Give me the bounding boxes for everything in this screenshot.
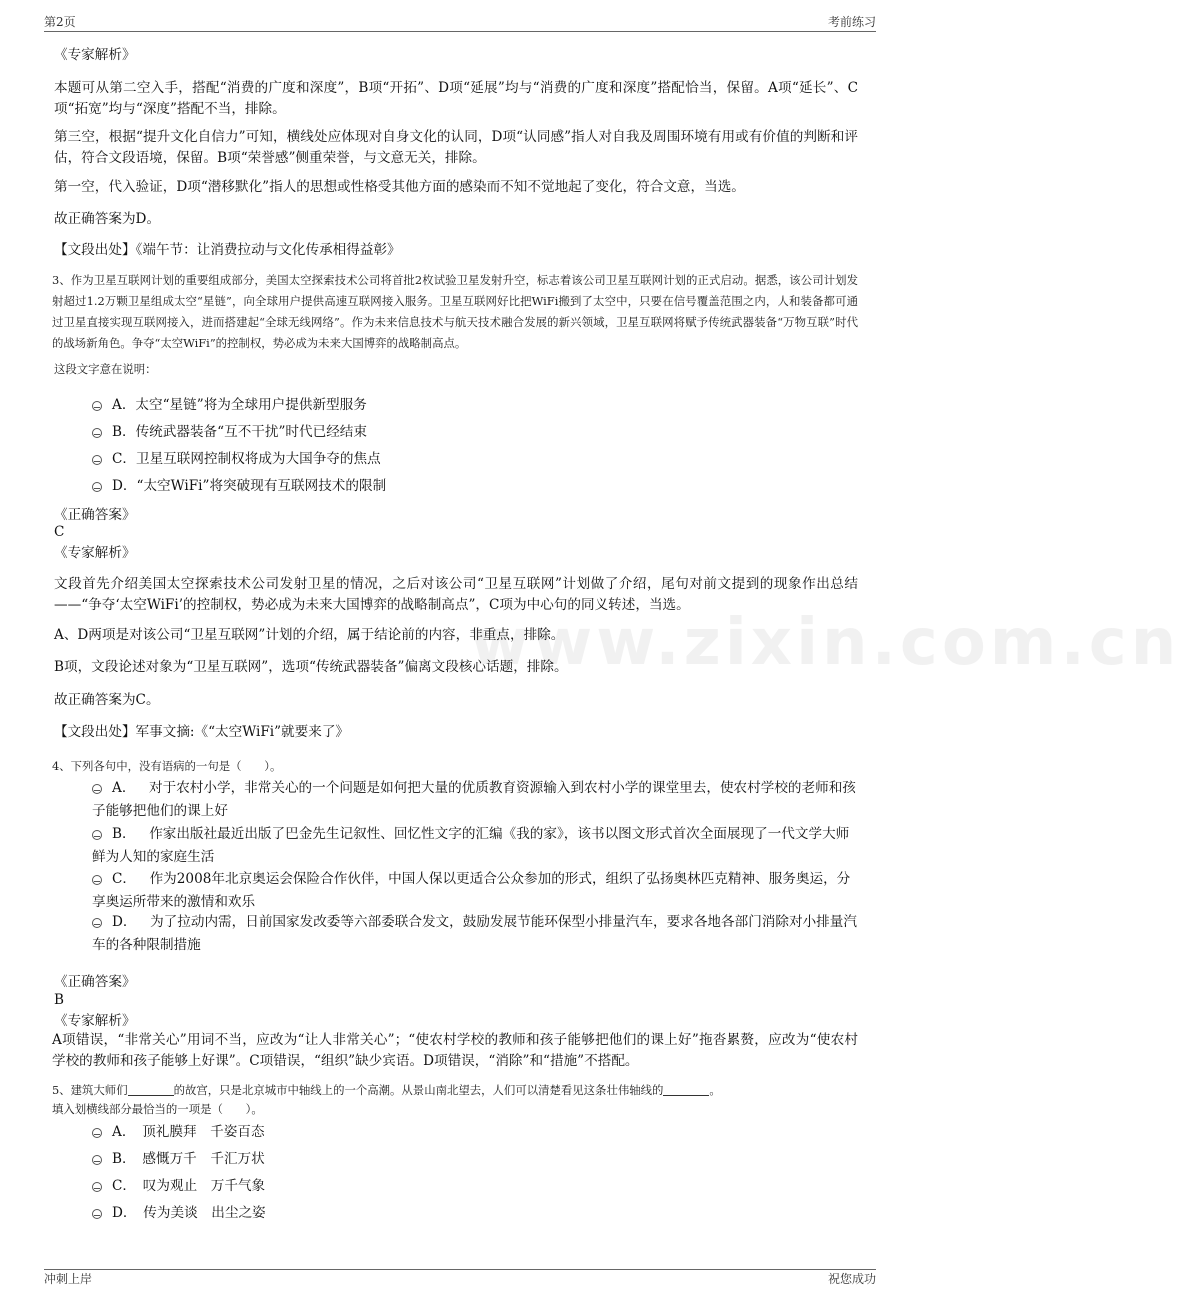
- question-prompt: 这段文字意在说明：: [54, 362, 157, 376]
- answer-value: C: [54, 524, 65, 540]
- option-letter: A．: [112, 1124, 136, 1140]
- radio-icon[interactable]: [92, 455, 102, 465]
- option-a[interactable]: [92, 1121, 265, 1144]
- option-letter: B．: [112, 826, 136, 842]
- question-stem: 3、作为卫星互联网计划的重要组成部分，美国太空探索技术公司将首批2枚试验卫星发射升空，标志着该公司卫星互联网计划的正式启动。据悉，该公司计划发射超过1.2万颗卫星组成太空“星链”，向全球用户提供高速互联网接入服务。卫星互联网好比把WiFi搬到了太空中，只要在信号覆盖范围之内，人和装备都可通过卫星直接实现互联网接入，进而搭建起“全球无线网络”。作为未来信息技术与航天技术融合发展的新兴领域，卫星互联网将赋予传统武器装备“万物互联”时代的战场新角色。争夺“太空WiFi”的控制权，势必成为未来大国博弈的战略制高点。: [52, 273, 858, 350]
- option-a[interactable]: [92, 394, 367, 417]
- analysis-paragraph: B项，文段论述对象为“卫星互联网”，选项“传统武器装备”偏离文段核心话题，排除。: [54, 659, 568, 675]
- radio-icon[interactable]: [92, 918, 102, 928]
- option-letter: B．: [112, 424, 136, 440]
- option-c[interactable]: [92, 868, 858, 914]
- radio-icon[interactable]: [92, 784, 102, 794]
- option-text: 顶礼膜拜 千姿百态: [142, 1124, 265, 1140]
- option-letter: C．: [112, 871, 136, 887]
- radio-icon[interactable]: [92, 1209, 102, 1219]
- watermark: www.zixin.com.cn: [470, 606, 1180, 680]
- analysis-conclusion: 故正确答案为D。: [54, 211, 161, 227]
- option-letter: B．: [112, 1151, 136, 1167]
- fill-blank: [128, 1083, 174, 1096]
- radio-icon[interactable]: [92, 1155, 102, 1165]
- question-prompt: 填入划横线部分最恰当的一项是（ ）。: [52, 1102, 263, 1116]
- option-text: 作为2008年北京奥运会保险合作伙伴，中国人保以更适合公众参加的形式，组织了弘扬奥林匹克精神、服务奥运，分享奥运所带来的激情和欢乐: [92, 871, 851, 910]
- option-text: 传统武器装备“互不干扰”时代已经结束: [135, 424, 367, 440]
- analysis-label: 《专家解析》: [54, 47, 136, 63]
- header-divider: [44, 31, 876, 32]
- option-text: “太空WiFi”将突破现有互联网技术的限制: [136, 478, 387, 494]
- radio-icon[interactable]: [92, 830, 102, 840]
- option-d[interactable]: [92, 1202, 266, 1225]
- radio-icon[interactable]: [92, 875, 102, 885]
- option-b[interactable]: [92, 421, 367, 444]
- fill-blank: [663, 1083, 709, 1096]
- analysis-paragraph: 第三空，根据“提升文化自信力”可知，横线处应体现对自身文化的认同，D项“认同感”指人对自我及周围环境有用或有价值的判断和评估，符合文段语境，保留。B项“荣誉感”侧重荣誉，与文意无关，排除。: [54, 129, 858, 166]
- analysis-paragraph: 第一空，代入验证，D项“潜移默化”指人的思想或性格受其他方面的感染而不知不觉地起了变化，符合文意，当选。: [54, 179, 745, 195]
- header-title: 考前练习: [827, 15, 876, 29]
- analysis-conclusion: 故正确答案为C。: [54, 692, 160, 708]
- option-text: 为了拉动内需，日前国家发改委等六部委联合发文，鼓励发展节能环保型小排量汽车，要求各地各部门消除对小排量汽车的各种限制措施: [92, 914, 857, 953]
- analysis-paragraph: 本题可从第二空入手，搭配“消费的广度和深度”，B项“开拓”、D项“延展”均与“消费的广度和深度”搭配恰当，保留。A项“延长”、C项“拓宽”均与“深度”搭配不当，排除。: [54, 80, 858, 117]
- analysis-paragraph: A、D两项是对该公司“卫星互联网”计划的介绍，属于结论前的内容，非重点，排除。: [54, 627, 565, 643]
- option-c[interactable]: [92, 1175, 265, 1198]
- radio-icon[interactable]: [92, 428, 102, 438]
- analysis-paragraph: A项错误，“非常关心”用词不当，应改为“让人非常关心”；“使农村学校的教师和孩子能够把他们的课上好”拖沓累赘，应改为“使农村学校的教师和孩子能够上好课”。C项错误，“组织”缺少宾语。D项错误，“消除”和“措施”不搭配。: [52, 1032, 858, 1069]
- question-stem: 4、下列各句中，没有语病的一句是（ ）。: [52, 759, 282, 773]
- source-citation: 【文段出处】军事文摘:《“太空WiFi”就要来了》: [54, 724, 350, 740]
- option-d[interactable]: [92, 475, 386, 498]
- radio-icon[interactable]: [92, 1128, 102, 1138]
- option-text: 卫星互联网控制权将成为大国争夺的焦点: [136, 451, 381, 467]
- stem-part: 的故宫，只是北京城市中轴线上的一个高潮。从景山南北望去，人们可以清楚看见这条壮伟轴线的: [173, 1083, 664, 1097]
- analysis-paragraph: 文段首先介绍美国太空探索技术公司发射卫星的情况，之后对该公司“卫星互联网”计划做了介绍，尾句对前文提到的现象作出总结——“争夺‘太空WiFi’的控制权，势必成为未来大国博弈的战略制高点”，C项为中心句的同义转述，当选。: [54, 576, 858, 613]
- option-letter: C．: [112, 451, 136, 467]
- page-header: [44, 13, 876, 30]
- option-letter: D．: [112, 478, 137, 494]
- option-letter: C．: [112, 1178, 136, 1194]
- option-text: 感慨万千 千汇万状: [142, 1151, 265, 1167]
- option-c[interactable]: [92, 448, 381, 471]
- option-d[interactable]: [92, 911, 858, 957]
- footer-left-text: 冲刺上岸: [44, 1272, 93, 1286]
- radio-icon[interactable]: [92, 1182, 102, 1192]
- radio-icon[interactable]: [92, 482, 102, 492]
- answer-value: B: [54, 992, 64, 1008]
- option-a[interactable]: [92, 777, 858, 823]
- radio-icon[interactable]: [92, 401, 102, 411]
- question-stem: [52, 1081, 721, 1100]
- analysis-label: 《专家解析》: [54, 1013, 136, 1029]
- option-text: 对于农村小学，非常关心的一个问题是如何把大量的优质教育资源输入到农村小学的课堂里去，使农村学校的老师和孩子能够把他们的课上好: [92, 780, 856, 819]
- page-footer: [44, 1270, 876, 1287]
- option-text: 作家出版社最近出版了巴金先生记叙性、回忆性文字的汇编《我的家》，该书以图文形式首次全面展现了一代文学大师鲜为人知的家庭生活: [92, 826, 850, 865]
- stem-part: 。: [709, 1083, 721, 1097]
- stem-part: 5、建筑大师们: [52, 1083, 128, 1097]
- option-letter: A．: [112, 780, 136, 796]
- option-letter: A．: [112, 397, 136, 413]
- option-b[interactable]: [92, 1148, 265, 1171]
- option-text: 叹为观止 万千气象: [142, 1178, 266, 1194]
- option-b[interactable]: [92, 823, 858, 869]
- answer-label: 《正确答案》: [54, 507, 136, 523]
- option-text: 太空“星链”将为全球用户提供新型服务: [135, 397, 367, 413]
- footer-right-text: 祝您成功: [827, 1272, 876, 1286]
- page-number: 第2页: [44, 15, 76, 29]
- option-letter: D．: [112, 914, 137, 930]
- analysis-label: 《专家解析》: [54, 545, 136, 561]
- answer-label: 《正确答案》: [54, 974, 136, 990]
- option-text: 传为美谈 出尘之姿: [143, 1205, 266, 1221]
- option-letter: D．: [112, 1205, 137, 1221]
- source-citation: 【文段出处】《端午节：让消费拉动与文化传承相得益彰》: [54, 242, 401, 258]
